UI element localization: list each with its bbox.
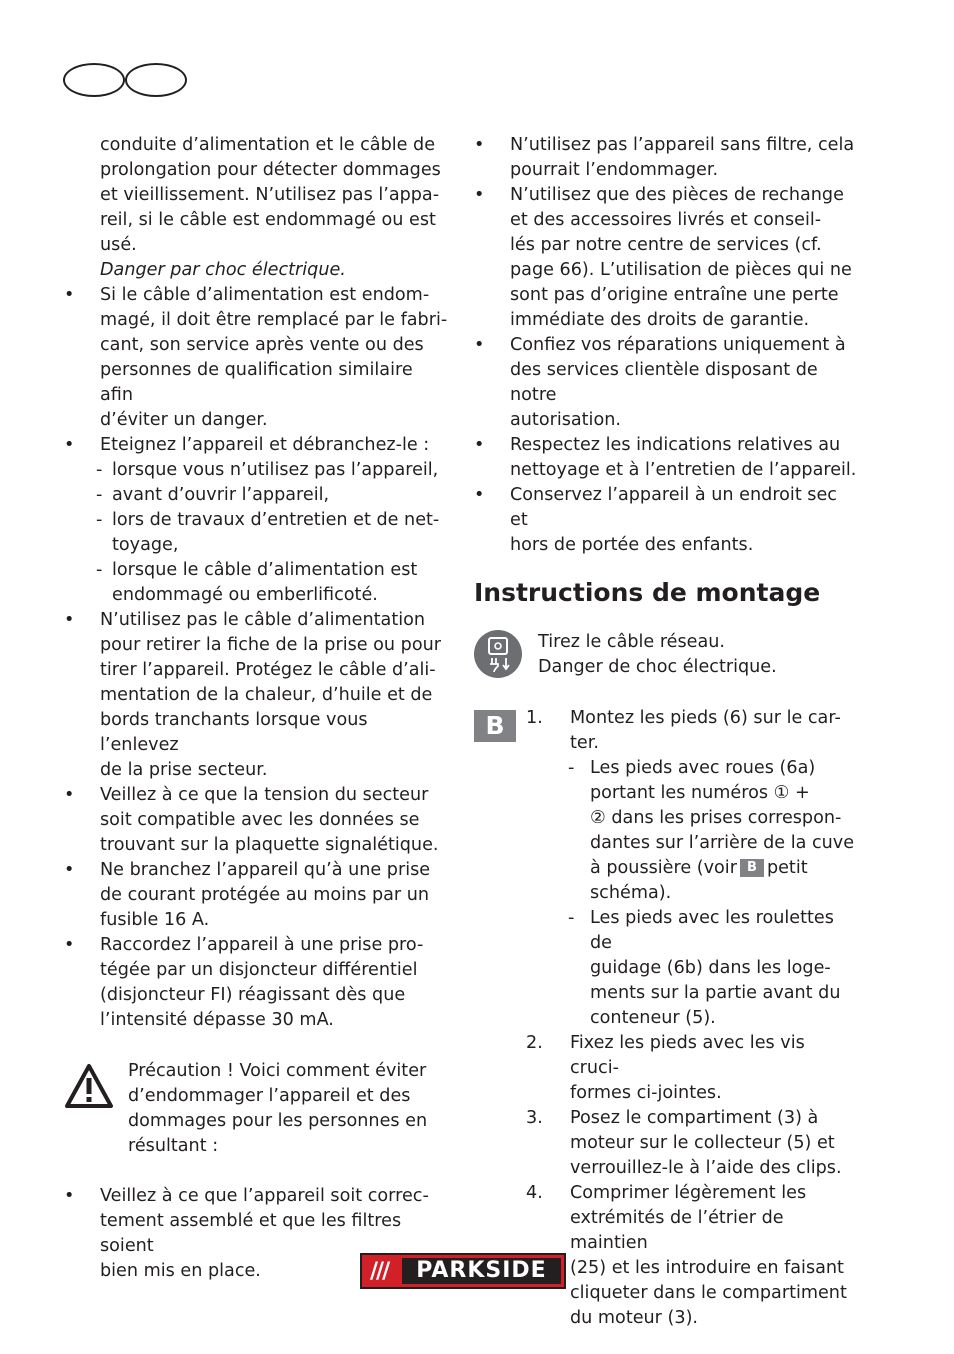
bullet-item	[64, 933, 449, 1033]
dash-item	[64, 508, 449, 558]
text-line: - lorsque le câble d’alimentation est	[112, 560, 418, 580]
text-line: ments sur la partie avant du	[590, 983, 841, 1003]
text-line: - lors de travaux d’entretien et de net-	[112, 510, 440, 530]
text-line: reil, si le câble est endommagé ou est	[100, 210, 436, 230]
bullet-item	[64, 283, 449, 433]
text-line: • Respectez les indications relatives au	[510, 435, 841, 455]
unplug-icon	[474, 630, 522, 678]
text-line: • Confiez vos réparations uniquement à	[510, 335, 846, 355]
text-line: tement assemblé et que les filtres soient	[100, 1211, 402, 1256]
bullet-item	[474, 433, 859, 483]
text-fragment: petit	[766, 858, 808, 878]
text-line: • Veillez à ce que l’appareil soit correc-	[100, 1186, 429, 1206]
text-line: soit compatible avec les données se	[100, 810, 420, 830]
text-line: conteneur (5).	[590, 1008, 716, 1028]
text-line: trouvant sur la plaquette signalétique.	[100, 835, 439, 855]
assembly-steps	[474, 706, 859, 1331]
text-line: - avant d’ouvrir l’appareil,	[112, 485, 330, 505]
step-number: 3.	[526, 1108, 543, 1128]
text-line: du moteur (3).	[570, 1308, 699, 1328]
text-line: dommages pour les personnes en	[128, 1111, 428, 1131]
text-line: autorisation.	[510, 410, 621, 430]
warning-triangle-icon	[64, 1063, 114, 1109]
step-item	[474, 1031, 859, 1106]
text-line: conduite d’alimentation et le câble de	[100, 135, 436, 155]
right-column	[474, 133, 859, 1331]
bullet-item	[64, 608, 449, 783]
text-line: formes ci-jointes.	[570, 1083, 722, 1103]
text-line: d’endommager l’appareil et des	[128, 1086, 411, 1106]
text-line: (disjoncteur FI) réagissant dès que	[100, 985, 406, 1005]
text-line: des services clientèle disposant de notre	[510, 360, 818, 405]
bullet-item	[474, 133, 859, 183]
step-number: 1.	[526, 708, 543, 728]
parkside-logo	[360, 1253, 566, 1289]
section-heading: Instructions de montage	[474, 578, 821, 607]
text-line: Précaution ! Voici comment éviter	[128, 1061, 427, 1081]
text-line: • Raccordez l’appareil à une prise pro-	[100, 935, 424, 955]
text-line: prolongation pour détecter dommages	[100, 160, 441, 180]
text-line: • Conservez l’appareil à un endroit sec et	[510, 485, 837, 530]
text-line: • N’utilisez que des pièces de rechange	[510, 185, 844, 205]
logo-plate	[402, 1258, 561, 1284]
text-line: l’intensité dépasse 30 mA.	[100, 1010, 334, 1030]
text-line: • N’utilisez pas le câble d’alimentation	[100, 610, 426, 630]
text-line: de la prise secteur.	[100, 760, 268, 780]
text-line: résultant :	[128, 1136, 219, 1156]
text-line: - lorsque vous n’utilisez pas l’appareil,	[112, 460, 439, 480]
dash-item	[64, 458, 449, 483]
text-line: tirer l’appareil. Protégez le câble d’ali-	[100, 660, 436, 680]
text-line: mentation de la chaleur, d’huile et de	[100, 685, 433, 705]
text-line: pourrait l’endommager.	[510, 160, 719, 180]
text-line: magé, il doit être remplacé par le fabri-	[100, 310, 448, 330]
text-line: guidage (6b) dans les loge-	[590, 958, 831, 978]
text-line: et vieillissement. N’utilisez pas l’appa-	[100, 185, 440, 205]
step-number: 2.	[526, 1033, 543, 1053]
text-line: portant les numéros ① +	[590, 783, 810, 803]
caution-block	[64, 1059, 449, 1159]
bullet-item	[474, 333, 859, 433]
text-line: • Ne branchez l’appareil qu’à une prise	[100, 860, 431, 880]
bullet-item	[64, 783, 449, 858]
text-line: tégée par un disjoncteur différentiel	[100, 960, 418, 980]
text-fragment: à poussière (voir	[590, 858, 737, 878]
text-line: ② dans les prises correspon-	[590, 808, 842, 828]
sub-item	[474, 906, 859, 1031]
text-line: extrémités de l’étrier de maintien	[570, 1208, 784, 1253]
text-line: endommagé ou emberlificoté.	[112, 585, 378, 605]
text-line: hors de portée des enfants.	[510, 535, 754, 555]
step-number: 4.	[526, 1183, 543, 1203]
text-line: • N’utilisez pas l’appareil sans filtre, cela	[510, 135, 855, 155]
text-line: Comprimer légèrement les	[570, 1183, 807, 1203]
dash-item	[64, 483, 449, 508]
text-line: nettoyage et à l’entretien de l’appareil.	[510, 460, 857, 480]
language-ovals	[63, 63, 189, 99]
text-line: usé.	[100, 235, 137, 255]
text-line: pour retirer la fiche de la prise ou pour	[100, 635, 441, 655]
language-oval-left	[63, 63, 125, 97]
text-line: cliqueter dans le compartiment	[570, 1283, 847, 1303]
sub-item	[474, 756, 859, 906]
text-line: cant, son service après vente ou des	[100, 335, 424, 355]
text-line: personnes de qualification similaire afin	[100, 360, 413, 405]
bullet-item	[474, 183, 859, 333]
text-line	[590, 856, 859, 881]
danger-note: Danger par choc électrique.	[100, 260, 346, 280]
text-line: - Les pieds avec les roulettes de	[590, 908, 834, 953]
text-line: immédiate des droits de garantie.	[510, 310, 810, 330]
text-line: Posez le compartiment (3) à	[570, 1108, 819, 1128]
text-line: lés par notre centre de services (cf.	[510, 235, 822, 255]
dash-item	[64, 558, 449, 608]
step-item	[474, 1106, 859, 1181]
text-line: toyage,	[112, 535, 179, 555]
text-line: bien mis en place.	[100, 1261, 261, 1281]
text-line: Tirez le câble réseau.	[538, 632, 726, 652]
figure-b-badge: B	[474, 710, 516, 742]
left-column	[64, 133, 449, 1284]
intro-paragraph	[64, 133, 449, 283]
language-oval-right	[125, 63, 187, 97]
text-line: dantes sur l’arrière de la cuve	[590, 833, 855, 853]
text-line: Danger de choc électrique.	[538, 657, 777, 677]
figure-b-mini-badge: B	[740, 859, 764, 877]
text-line: (25) et les introduire en faisant	[570, 1258, 844, 1278]
bullet-item	[64, 858, 449, 933]
text-line: • Veillez à ce que la tension du secteur	[100, 785, 429, 805]
text-line: moteur sur le collecteur (5) et	[570, 1133, 835, 1153]
logo-slashes: ///	[370, 1259, 389, 1284]
bullet-item	[64, 433, 449, 458]
text-line: fusible 16 A.	[100, 910, 210, 930]
text-line: de courant protégée au moins par un	[100, 885, 430, 905]
text-line: - Les pieds avec roues (6a)	[590, 758, 816, 778]
text-line: ter.	[570, 733, 599, 753]
step-item	[474, 706, 859, 756]
text-line: verrouillez-le à l’aide des clips.	[570, 1158, 842, 1178]
text-line: page 66). L’utilisation de pièces qui ne	[510, 260, 852, 280]
text-line: Fixez les pieds avec les vis cruci-	[570, 1033, 805, 1078]
text-line: et des accessoires livrés et conseil-	[510, 210, 822, 230]
text-line: bords tranchants lorsque vous l’enlevez	[100, 710, 368, 755]
text-line: sont pas d’origine entraîne une perte	[510, 285, 839, 305]
logo-wordmark: PARKSIDE	[416, 1258, 547, 1283]
text-line: Montez les pieds (6) sur le car-	[570, 708, 841, 728]
text-line: schéma).	[590, 883, 672, 903]
text-line: • Si le câble d’alimentation est endom-	[100, 285, 430, 305]
unplug-notice	[474, 630, 859, 682]
text-line: • Eteignez l’appareil et débranchez-le :	[100, 435, 430, 455]
bullet-item	[474, 483, 859, 558]
text-line: d’éviter un danger.	[100, 410, 268, 430]
